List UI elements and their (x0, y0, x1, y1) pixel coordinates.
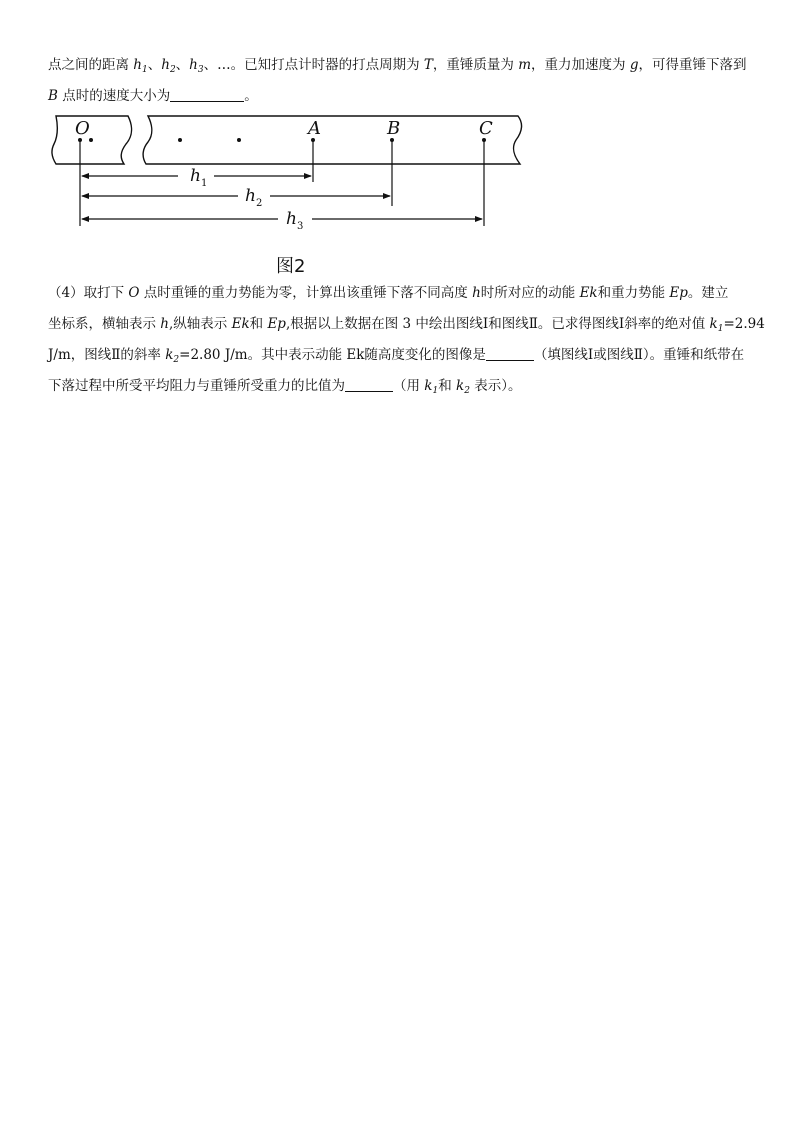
var-k2: k (456, 378, 465, 394)
text-run: 坐标系，横轴表示 (48, 316, 161, 332)
var-h: h (189, 57, 198, 73)
var-Ep: Ep (669, 285, 688, 301)
text-run: 随高度变化的图像是 (364, 347, 486, 363)
text-run: 下落过程中所受平均阻力与重锤所受重力的比值为 (48, 378, 345, 394)
text-run: （用 (393, 378, 425, 394)
text-run: ，重力加速度为 (531, 57, 630, 73)
label-A: A (308, 118, 321, 139)
arrowhead (81, 193, 89, 199)
text-run: =2.80 J/m。其中表示动能 Ek (179, 347, 365, 363)
text-run: 。已知打点计时器的打点周期为 (230, 57, 424, 73)
arrowhead (81, 173, 89, 179)
text-run: J/m，图线Ⅱ的斜率 (48, 347, 166, 363)
var-h: h (472, 285, 481, 301)
separator: 、 (203, 57, 218, 73)
label-h2: h (245, 186, 256, 206)
figure-caption: 图2 (276, 256, 306, 277)
label-O: O (75, 118, 90, 139)
label-B: B (387, 118, 401, 139)
text-run: 和 (438, 378, 457, 394)
text-run: （4）取打下 (48, 285, 129, 301)
var-Ek: Ek (579, 285, 598, 301)
text-line-6 (48, 376, 521, 401)
text-run: ，重锤质量为 (432, 57, 519, 73)
text-run: 表示）。 (469, 378, 522, 394)
var-g: g (629, 57, 639, 73)
text-run: 。建立 (687, 285, 729, 301)
arrowhead (304, 173, 312, 179)
dot (237, 138, 241, 142)
label-h3-sub: 3 (297, 221, 304, 232)
text-line-3 (48, 283, 728, 303)
subscript: 1 (717, 324, 724, 334)
text-run: ，可得重锤下落到 (638, 57, 747, 73)
subscript: 2 (464, 386, 470, 396)
answer-blank[interactable] (345, 391, 393, 392)
tape-main-piece (143, 116, 522, 164)
subscript: 1 (432, 386, 439, 396)
var-h: h (161, 57, 170, 73)
text-run: 。 (244, 88, 258, 104)
var-k2: k (165, 347, 174, 363)
text-run: （填图线Ⅰ或图线Ⅱ）。重锤和纸带在 (533, 347, 745, 363)
var-T: T (423, 57, 433, 73)
answer-blank[interactable] (486, 360, 534, 361)
paper-tape-figure (48, 110, 528, 235)
var-O: O (128, 285, 140, 301)
label-h3: h (286, 209, 297, 229)
subscript: 2 (169, 65, 176, 75)
label-h1-sub: 1 (201, 178, 208, 189)
label-h1: h (190, 166, 201, 186)
text-run: 和 (249, 316, 268, 332)
ellipsis: … (217, 57, 231, 73)
text-line-1 (48, 55, 746, 80)
text-run: 点之间的距离 (48, 57, 134, 73)
var-k1: k (709, 316, 718, 332)
text-run: 时所对应的动能 (480, 285, 580, 301)
var-Ep: Ep (267, 316, 286, 332)
arrowhead (383, 193, 391, 199)
subscript: 1 (142, 65, 148, 75)
text-line-5 (48, 345, 744, 370)
var-Ek: Ek (231, 316, 250, 332)
text-run: ,纵轴表示 (169, 316, 232, 332)
text-line-2 (48, 86, 258, 106)
arrowhead (81, 216, 89, 222)
var-h: h (160, 316, 169, 332)
text-run: ,根据以上数据在图 3 中绘出图线Ⅰ和图线Ⅱ。已求得图线Ⅰ斜率的绝对值 (285, 316, 710, 332)
subscript: 2 (173, 355, 180, 365)
text-run: =2.94 (723, 316, 765, 332)
text-run: 点时重锤的重力势能为零，计算出该重锤下落不同高度 (139, 285, 473, 301)
var-h: h (133, 57, 142, 73)
label-C: C (479, 118, 493, 139)
dot (178, 138, 182, 142)
text-run: 点时的速度大小为 (57, 88, 171, 104)
var-k1: k (424, 378, 433, 394)
answer-blank[interactable] (170, 101, 244, 102)
label-h2-sub: 2 (256, 198, 263, 209)
text-run: 和重力势能 (597, 285, 670, 301)
var-B: B (48, 88, 58, 104)
var-m: m (518, 57, 532, 73)
text-line-4 (48, 314, 765, 339)
separator: 、 (147, 57, 162, 73)
arrowhead (475, 216, 483, 222)
subscript: 3 (197, 65, 204, 75)
separator: 、 (175, 57, 190, 73)
